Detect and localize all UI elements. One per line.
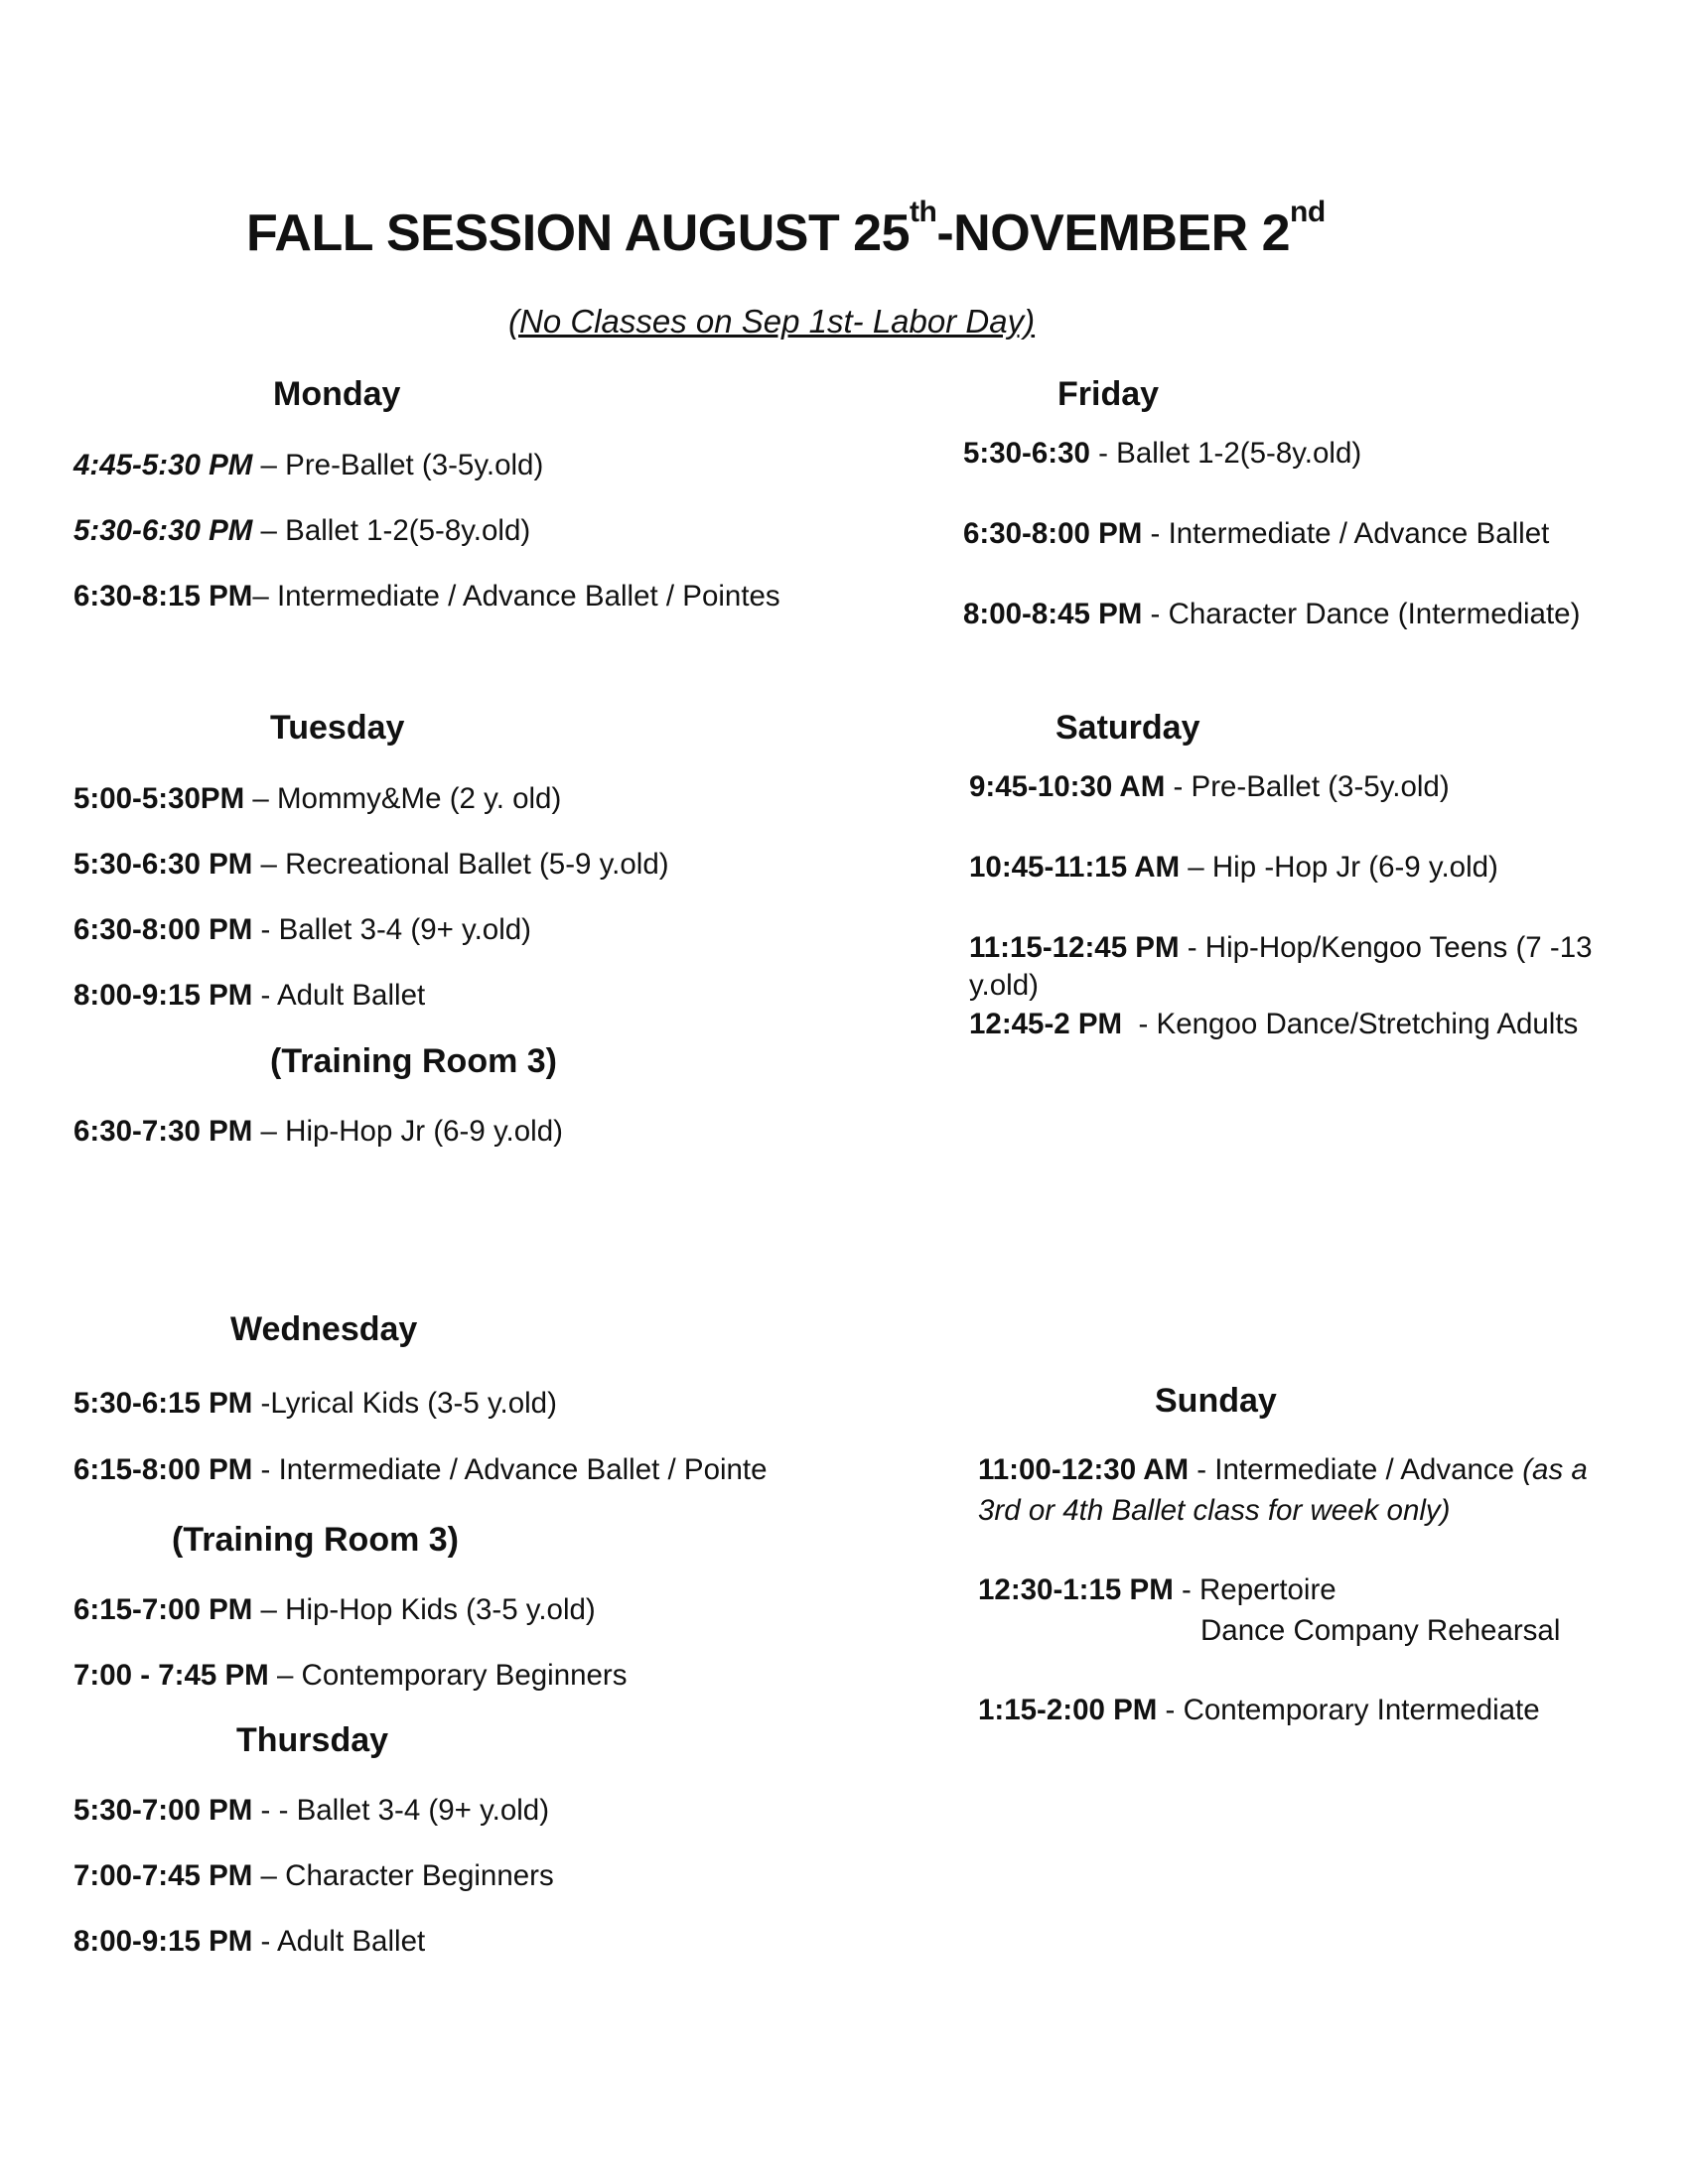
thursday-class-1: 5:30-7:00 PM - - Ballet 3-4 (9+ y.old) [73,1794,550,1827]
tuesday-room-heading: (Training Room 3) [270,1042,557,1080]
tuesday-class-1: 5:00-5:30PM – Mommy&Me (2 y. old) [73,782,562,815]
sunday-class-1: 11:00-12:30 AM - Intermediate / Advance (as a [978,1453,1588,1486]
monday-class-2: 5:30-6:30 PM – Ballet 1-2(5-8y.old) [73,514,531,547]
tuesday-class-4: 8:00-9:15 PM - Adult Ballet [73,979,426,1012]
monday-class-1: 4:45-5:30 PM – Pre-Ballet (3-5y.old) [73,449,544,481]
thursday-class-2: 7:00-7:45 PM – Character Beginners [73,1859,554,1892]
monday-heading: Monday [273,375,401,413]
tuesday-class-3: 6:30-8:00 PM - Ballet 3-4 (9+ y.old) [73,913,531,946]
friday-heading: Friday [1057,375,1160,413]
wednesday-class-2: 6:15-8:00 PM - Intermediate / Advance Ballet / Pointe [73,1453,768,1486]
saturday-class-3-continued: y.old) [969,969,1039,1002]
monday-class-3: 6:30-8:15 PM– Intermediate / Advance Ballet / Pointes [73,580,780,613]
friday-class-1: 5:30-6:30 - Ballet 1-2(5-8y.old) [963,437,1362,470]
saturday-class-3: 11:15-12:45 PM - Hip-Hop/Kengoo Teens (7 -13 [969,931,1593,964]
wednesday-heading: Wednesday [230,1310,418,1348]
tuesday-heading: Tuesday [270,709,405,747]
saturday-class-2: 10:45-11:15 AM – Hip -Hop Jr (6-9 y.old) [969,851,1498,884]
holiday-notice: (No Classes on Sep 1st- Labor Day) [508,303,1036,340]
page-title: FALL SESSION AUGUST 25th-NOVEMBER 2nd [246,196,1326,262]
sunday-class-2: 12:30-1:15 PM - Repertoire [978,1573,1336,1606]
wednesday-room-heading: (Training Room 3) [172,1521,459,1559]
wednesday-room-class-1: 6:15-7:00 PM – Hip-Hop Kids (3-5 y.old) [73,1593,596,1626]
friday-class-3: 8:00-8:45 PM - Character Dance (Intermediate) [963,598,1581,630]
thursday-class-3: 8:00-9:15 PM - Adult Ballet [73,1925,426,1958]
saturday-class-4: 12:45-2 PM - Kengoo Dance/Stretching Adults [969,1008,1579,1040]
sunday-class-2-continued: Dance Company Rehearsal [1200,1614,1561,1647]
wednesday-class-1: 5:30-6:15 PM -Lyrical Kids (3-5 y.old) [73,1387,557,1420]
tuesday-class-2: 5:30-6:30 PM – Recreational Ballet (5-9 y.old) [73,848,669,881]
tuesday-room-class-1: 6:30-7:30 PM – Hip-Hop Jr (6-9 y.old) [73,1115,563,1148]
saturday-heading: Saturday [1055,709,1200,747]
sunday-class-1-note: 3rd or 4th Ballet class for week only) [978,1494,1451,1527]
wednesday-room-class-2: 7:00 - 7:45 PM – Contemporary Beginners [73,1659,628,1692]
friday-class-2: 6:30-8:00 PM - Intermediate / Advance Ballet [963,517,1550,550]
sunday-heading: Sunday [1155,1382,1277,1420]
saturday-class-1: 9:45-10:30 AM - Pre-Ballet (3-5y.old) [969,770,1450,803]
thursday-heading: Thursday [236,1721,389,1759]
sunday-class-3: 1:15-2:00 PM - Contemporary Intermediate [978,1694,1540,1726]
